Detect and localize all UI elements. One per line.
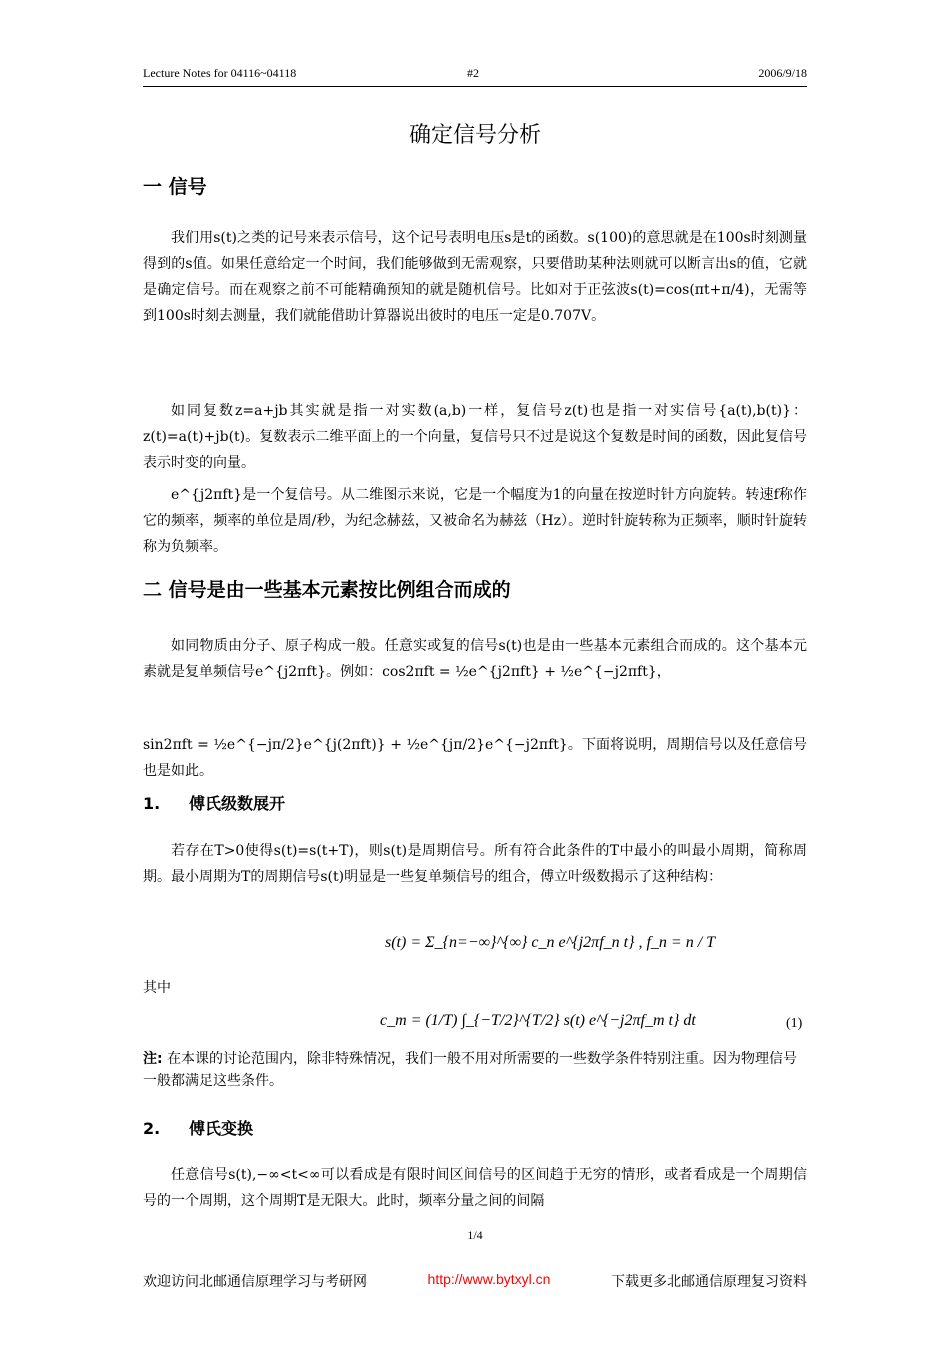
section-1-heading: 一 信号 <box>143 176 207 198</box>
subsection-1-paragraph: 若存在T>0使得s(t)=s(t+T)，则s(t)是周期信号。所有符合此条件的T中最小的叫最小周期，简称周期。最小周期为T的周期信号s(t)明显是一些复单频信号的组合，傅立叶级数揭示了这种结构： <box>143 843 807 885</box>
subsection-1-number: 1. <box>143 794 161 813</box>
page-header <box>143 66 807 86</box>
subsection-1-title: 傅氏级数展开 <box>189 794 286 813</box>
subsection-2-paragraph: 任意信号s(t),−∞<t<∞可以看成是有限时间区间信号的区间趋于无穷的情形，或者看成是一个周期信号的一个周期，这个周期T是无限大。此时，频率分量之间的间隔 <box>143 1167 807 1209</box>
section-1-paragraph-1: 我们用s(t)之类的记号来表示信号，这个记号表明电压s是t的函数。s(100)的意思就是在100s时刻测量得到的s值。如果任意给定一个时间，我们能够做到无需观察，只要借助某种法则就可以断言出s的值，它就是确定信号。而在观察之前不可能精确预知的就是随机信号。比如对于正弦波s(t)=cos(πt+π/4)，无需等到100s时刻去测量，我们就能借助计算器说出彼时的电压一定是0.707V。 <box>143 230 807 324</box>
note-text: 在本课的讨论范围内，除非特殊情况，我们一般不用对所需要的一些数学条件特别注重。因为物理信号一般都满足这些条件。 <box>143 1051 798 1089</box>
header-course: Lecture Notes for 04116~04118 <box>143 66 297 80</box>
section-2-paragraph-2: sin2πft = ½e^{−jπ/2}e^{j(2πft)} + ½e^{jπ/2}e^{−j2πft}。下面将说明，周期信号以及任意信号也是如此。 <box>143 737 807 779</box>
note-label: 注: <box>143 1051 163 1067</box>
note-block <box>143 1048 807 1092</box>
equation-number: (1) <box>786 1016 803 1031</box>
subsection-2-title: 傅氏变换 <box>189 1119 254 1138</box>
fourier-coefficient-formula: c_m = (1/T) ∫_{−T/2}^{T/2} s(t) e^{−j2πf_m t} dt <box>380 1012 696 1029</box>
footer-website-link[interactable]: http://www.bytxyl.cn <box>427 1271 551 1287</box>
footer-welcome-text: 欢迎访问北邮通信原理学习与考研网 <box>143 1274 367 1290</box>
header-date: 2006/9/18 <box>758 66 807 80</box>
page-number: 1/4 <box>467 1228 483 1242</box>
subsection-1-heading <box>143 791 285 814</box>
where-label: 其中 <box>143 980 171 996</box>
page-footer <box>143 1271 807 1291</box>
section-1-paragraph-3: e^{j2πft}是一个复信号。从二维图示来说，它是一个幅度为1的向量在按逆时针方向旋转。转速f称作它的频率，频率的单位是周/秒，为纪念赫兹，又被命名为赫兹（Hz）。逆时针旋转称为正频率，顺时针旋转称为负频率。 <box>143 487 807 555</box>
header-rule <box>143 86 807 87</box>
subsection-2-heading <box>143 1116 253 1139</box>
page-title: 确定信号分析 <box>408 123 541 148</box>
section-1-paragraph-2: 如同复数z=a+jb其实就是指一对实数(a,b)一样，复信号z(t)也是指一对实信号{a(t),b(t)}：z(t)=a(t)+jb(t)。复数表示二维平面上的一个向量，复信号只不过是说这个复数是时间的函数，因此复信号表示时变的向量。 <box>143 403 807 471</box>
fourier-series-formula: s(t) = Σ_{n=−∞}^{∞} c_n e^{j2πf_n t} , f_n = n / T <box>385 934 716 951</box>
section-2-paragraph-1: 如同物质由分子、原子构成一般。任意实或复的信号s(t)也是由一些基本元素组合而成的。这个基本元素就是复单频信号e^{j2πft}。例如：cos2πft = ½e^{j2πft} + ½e^{−j2πft}， <box>143 638 807 680</box>
header-lecture-number: #2 <box>467 66 479 80</box>
section-2-heading: 二 信号是由一些基本元素按比例组合而成的 <box>143 579 511 601</box>
subsection-2-number: 2. <box>143 1119 161 1138</box>
footer-download-text: 下载更多北邮通信原理复习资料 <box>611 1274 807 1290</box>
